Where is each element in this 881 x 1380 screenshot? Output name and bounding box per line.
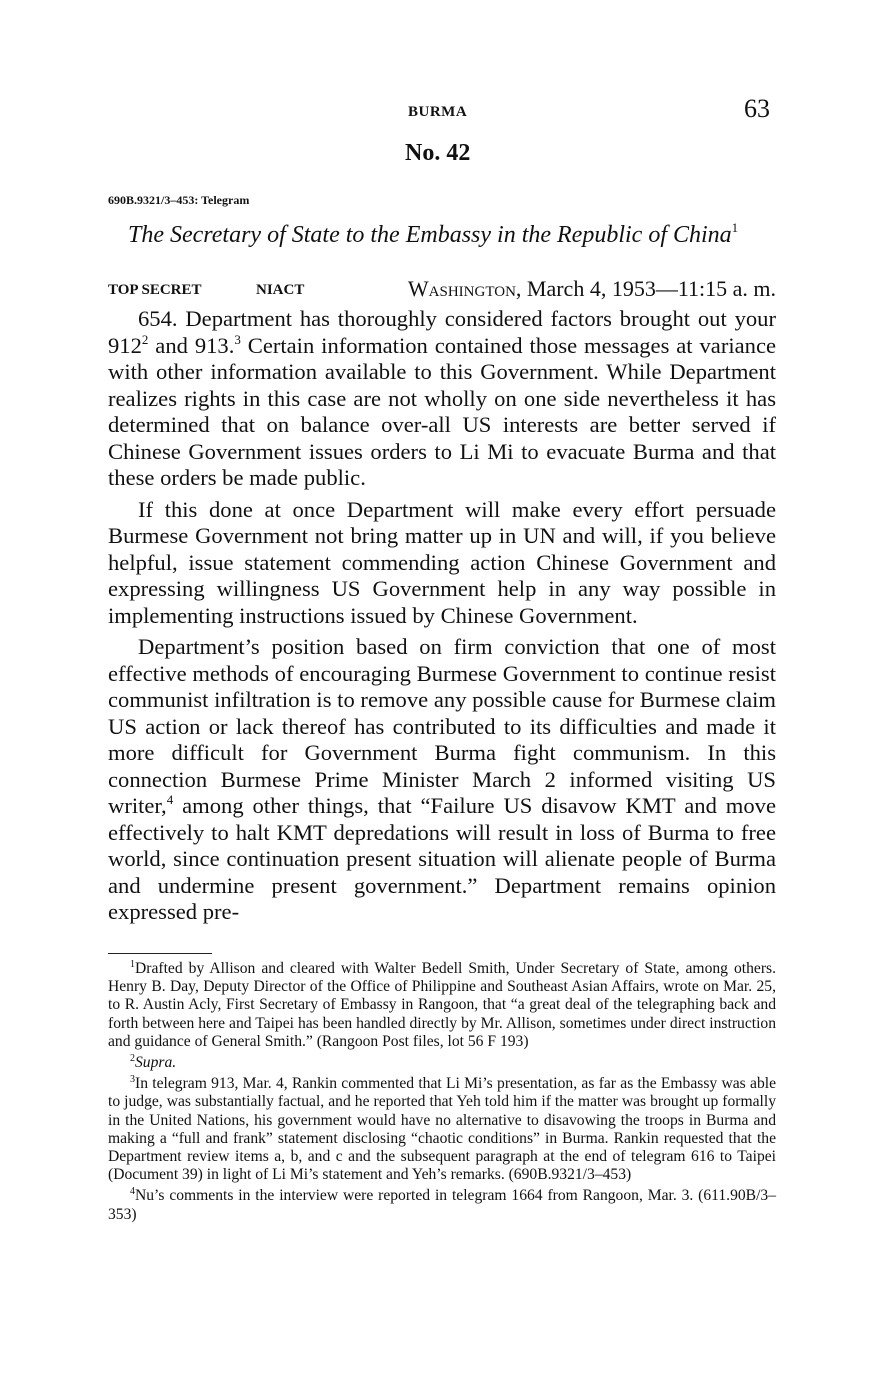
footnote-divider xyxy=(108,953,212,954)
dateline-place: Washington, xyxy=(407,276,522,301)
precedence: NIACT xyxy=(256,282,305,298)
footnote-2 xyxy=(108,1054,776,1072)
classification: TOP SECRET xyxy=(108,282,202,298)
document-title-text: The Secretary of State to the Embassy in the Republic of China xyxy=(128,222,732,248)
footnote-3 xyxy=(108,1075,776,1184)
dateline-date: March 4, 1953—11:15 a. m. xyxy=(526,276,776,301)
footnotes xyxy=(108,960,776,1224)
footnote-ref-3[interactable]: 3 xyxy=(234,331,241,347)
paragraph-1: 654. Department has thoroughly considered factors brought out your $912^2$ and 913.$^3$ Certain information contained those messages at variance with other information available to this Government. While Department realizes rights in this case are not wholly on one side nevertheless it has determined that on balance over-all US interests are better served if Chinese Government issues orders to Li Mi to evacuate Burma and that these orders be made public. xyxy=(108,306,776,490)
footnote-mark: 3 xyxy=(130,1074,135,1086)
paragraph-3: Department’s position based on firm conviction that one of most effective methods of encouraging Burmese Government to continue resist communist infiltration is to remove any possible cause for Burmese claim US action or lack thereof has contributed to its difficulties and made it more difficult for Government Burma fight communism. In this connection Burmese Prime Minister March 2 informed visiting US writer,$^4$ among other things, that “Failure US disavow KMT and move effectively to halt KMT depredations will result in loss of Burma to free world, since continuation present situation will alienate people of Burma and undermine present government.” Department remains opinion expressed pre- xyxy=(108,634,776,924)
footnote-text: Drafted by Allison and cleared with Walter Bedell Smith, Under Secretary of State, among others. Henry B. Day, Deputy Director of the Office of Philippine and Southeast Asian Affairs, wrote on Mar. 25, to R. Austin Acly, First Secretary of Embassy in Rangoon, that “a great deal of the telegraphing back and forth between here and Taipei has been handled directly by Mr. Allison, sometimes under direct instruction and guidance of General Smith.” (Rangoon Post files, lot 56 F 193) xyxy=(108,960,776,1050)
footnote-text: Supra. xyxy=(135,1054,177,1072)
telegram-body xyxy=(108,306,776,926)
file-reference: 690B.9321/3–453: Telegram xyxy=(108,193,250,207)
footnote-1 xyxy=(108,960,776,1051)
footnote-4 xyxy=(108,1187,776,1223)
document-title xyxy=(128,222,788,249)
footnote-mark: 4 xyxy=(130,1186,135,1198)
footnote-ref-2[interactable]: 2 xyxy=(141,331,149,347)
footnote-mark: 1 xyxy=(130,959,135,970)
running-head: BURMA xyxy=(408,104,468,120)
page-number: 63 xyxy=(744,94,770,123)
footnote-ref-4[interactable]: 4 xyxy=(166,792,174,807)
footnote-text: In telegram 913, Mar. 4, Rankin commented that Li Mi’s presentation, as far as the Embassy was able to judge, was substantially factual, and he reported that Yeh told him if the matter was brought up formally in the United Nations, his government would have no alternative to disavowing the troops in Burma and making a “full and frank” statement disclosing “chaotic conditions” in Burma. Rankin requested that the Department review items a, b, and c and the subsequent paragraph at the end of telegram 616 to Taipei (Document 39) in light of Li Mi’s statement and Yeh’s remarks. (690B.9321/3–453) xyxy=(108,1075,776,1184)
document-number: No. 42 xyxy=(405,140,471,166)
dateline xyxy=(408,276,776,302)
footnote-mark: 2 xyxy=(130,1053,135,1065)
footnote-ref-1[interactable]: 1 xyxy=(731,220,739,235)
telegram-header xyxy=(108,276,776,304)
footnote-text: Nu’s comments in the interview were reported in telegram 1664 from Rangoon, Mar. 3. (611.90B/3–353) xyxy=(108,1187,776,1223)
paragraph-2: If this done at once Department will make every effort persuade Burmese Government not bring matter up in UN and will, if you believe helpful, issue statement commending action Chinese Government and expressing willingness US Government help in any way possible in implementing instructions issued by Chinese Government. xyxy=(108,496,776,628)
